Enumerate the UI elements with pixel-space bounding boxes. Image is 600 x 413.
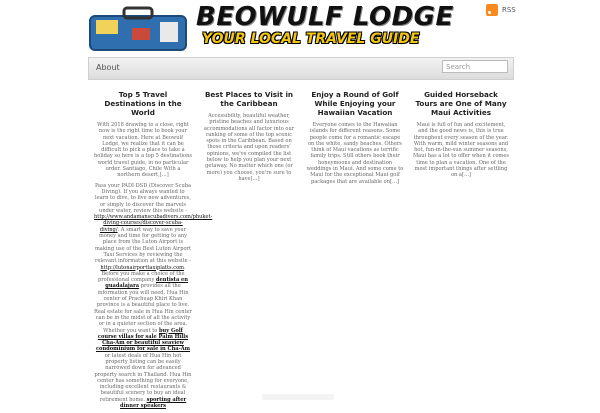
post-title[interactable]: Best Places to Visit in the Caribbean — [204, 90, 294, 108]
post-excerpt: With 2018 drawing to a close, right now is the right time to book your next vacation. Here at Beowulf Lodge, we realize that it can be difficult to pick a place to take a holiday so here is a top 5 destinations world travel guide, in no particular order. Santiago, Chile With a northern desert,[…] — [94, 122, 192, 179]
posts-grid — [88, 90, 512, 410]
site-header — [0, 0, 600, 56]
post-body: Pass your PADI DSD (Discover Scuba Diving). If you always wanted to learn to dive, to live new adventures, or simply to discover the marvels under water, review this website - http://www.andamanscubadivers.com/phuket-diving-courses/discover-scuba-diving/. A smart way to save your money and time for getting to any place from the Luton Airport is making use of the Best Luton Airport Taxi Services by reviewing the relevant information at this website - http://lutonairporttaxiplatts.com. Before you make a choice of the professional company dentista en guadalajara provides all the information you will need. Hua Hin center of Prachuap Khiri Khan province is a beautiful place to live. Real estate for sale in Hua Hin center can be in the midst of all the activity or in a quieter section of the area. Whether you want to buy Golf course villas for sale Palm Hills Cha-Am or beautiful seaview condominium for sale in Cha-Am or latest deals of Hua Hin hot property listing can be easily narrowed down for advanced property search in Thailand. Hua Hin center has something for everyone, including excellent restaurants & beautiful scenery to buy an ideal retirement home. sporting after dinner speakers — [94, 182, 213, 410]
post-link[interactable]: http://www.andamanscubadivers.com/phuket-diving-courses/discover-scuba-diving/ — [94, 214, 213, 233]
post-excerpt: Everyone comes to the Hawaiian islands for different reasons. Some people come for a romantic escape on the white, sandy beaches. Others think of Maui vacations as terrific family trips. Still others book their honeymoons and destination weddings in Maui. And some come to Maui for the exceptional Maui golf packages that are available on[…] — [306, 122, 404, 185]
post-title[interactable]: Enjoy a Round of Golf While Enjoying your Hawaiian Vacation — [311, 90, 399, 117]
search-input[interactable]: Search — [442, 60, 508, 73]
nav-item-about[interactable]: About — [96, 63, 120, 72]
rss-icon — [486, 4, 498, 16]
post-link[interactable]: sporting after dinner speakers — [120, 396, 187, 410]
post-link[interactable]: dentista en guadalajara — [105, 277, 189, 290]
post-card — [94, 90, 213, 413]
post-card — [412, 90, 510, 183]
post-link[interactable]: http://lutonairporttaxiplatts.com — [100, 264, 184, 271]
post-card — [306, 90, 404, 189]
footer-divider — [262, 394, 334, 400]
site-title[interactable]: BEOWULF LODGE — [196, 2, 454, 32]
rss-link[interactable] — [486, 4, 516, 16]
post-excerpt: Accessibility, beautiful weather, pristine beaches and luxurious accommodations all factor into our ranking of some of the top scenic spots in the Caribbean. Based on those criteria and upon readers' opinions, we've compiled the list below to help you plan your next getaway. No matter which one (or more) you choose, you're sure to have[…] — [203, 113, 295, 182]
suitcase-logo-icon[interactable] — [88, 6, 188, 52]
post-title[interactable]: Guided Horseback Tours are One of Many Maui Activities — [415, 90, 507, 117]
rss-label: RSS — [502, 6, 516, 14]
site-tagline: YOUR LOCAL TRAVEL GUIDE — [202, 31, 420, 47]
post-excerpt: Maui is full of fun and excitement, and the good news is, this is true throughout every season of the year. With warm, mild winter seasons and hot, fun-in-the-sun summer seasons, Maui has a lot to offer when it comes time to plan a vacation. One of the most important things after settling on a[…] — [412, 122, 510, 179]
post-card — [200, 90, 298, 186]
post-link[interactable]: buy Golf course villas for sale Palm Hills Cha-Am or beautiful seaview condominium for sale in Cha-Am — [95, 327, 191, 353]
post-title[interactable]: Top 5 Travel Destinations in the World — [104, 90, 182, 117]
